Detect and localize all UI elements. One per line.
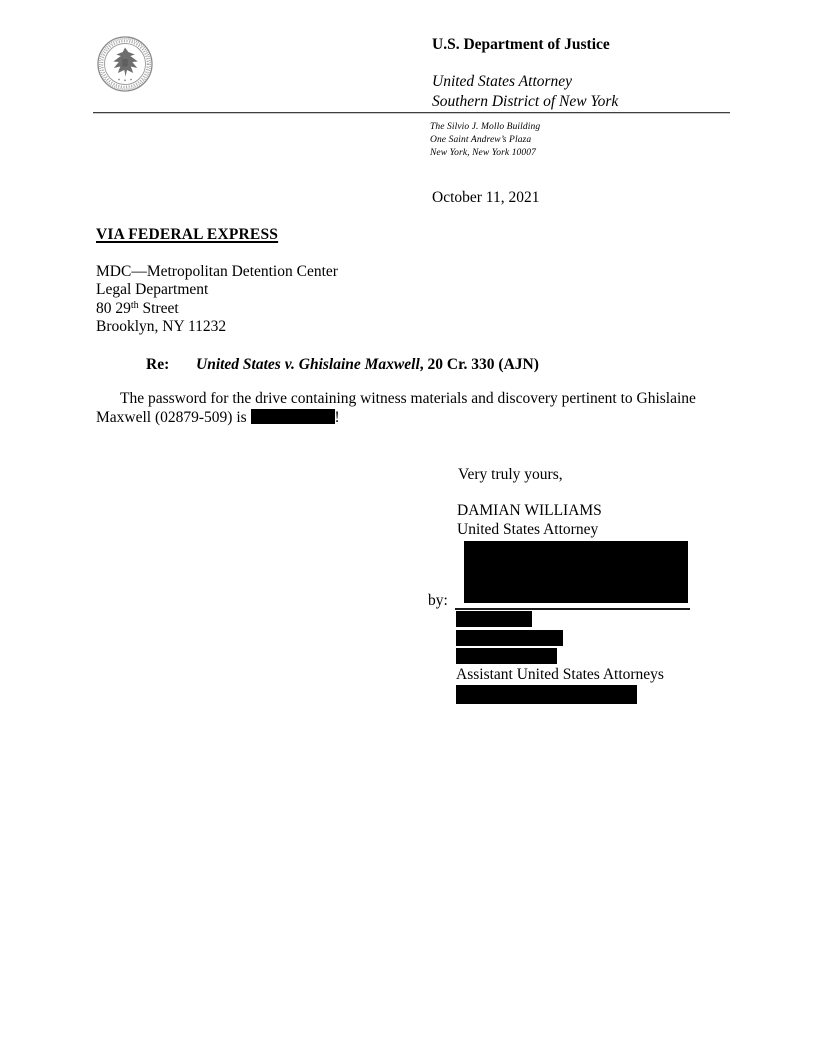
ausa-title: Assistant United States Attorneys <box>456 666 664 683</box>
agency-title: U.S. Department of Justice <box>432 36 610 53</box>
signer-name: DAMIAN WILLIAMS <box>457 502 602 519</box>
signer-title: United States Attorney <box>457 520 599 538</box>
re-label: Re: <box>146 356 170 373</box>
recipient-line-1: MDC—Metropolitan Detention Center <box>96 263 338 280</box>
recipient-address <box>96 263 338 337</box>
body-line-2: Maxwell (02879-509) is ! <box>96 408 340 426</box>
case-number: , 20 Cr. 330 (AJN) <box>419 356 539 373</box>
name-redaction-3 <box>456 648 557 664</box>
body-line-1: The password for the drive containing witness materials and discovery pertinent to Ghislaine <box>120 390 696 407</box>
signature-redaction <box>464 541 688 603</box>
office-address-line-1: The Silvio J. Mollo Building <box>430 122 541 132</box>
recipient-line-2: Legal Department <box>96 281 209 299</box>
recipient-line-4: Brooklyn, NY 11232 <box>96 318 227 336</box>
signature-line <box>455 608 690 610</box>
doj-seal-icon <box>96 35 154 93</box>
name-redaction-1 <box>456 611 532 627</box>
office-line-1: United States Attorney <box>432 73 573 90</box>
office-address-line-2: One Saint Andrew’s Plaza <box>430 135 532 145</box>
ordinal-suffix: th <box>130 299 139 311</box>
case-name: United States v. Ghislaine Maxwell <box>196 356 420 373</box>
contact-redaction <box>456 685 637 704</box>
office-address-line-3: New York, New York 10007 <box>430 148 536 158</box>
name-redaction-2 <box>456 630 563 646</box>
body-paragraph <box>96 390 728 427</box>
letter-date: October 11, 2021 <box>432 189 540 206</box>
by-label: by: <box>428 592 448 609</box>
password-redaction <box>251 409 335 424</box>
case-caption <box>196 356 539 374</box>
office-title <box>432 72 618 111</box>
delivery-method: VIA FEDERAL EXPRESS <box>96 226 279 243</box>
closing-salutation: Very truly yours, <box>458 466 563 483</box>
recipient-line-3: 80 29th Street <box>96 299 179 317</box>
letterhead-rule <box>93 112 730 114</box>
office-line-2: Southern District of New York <box>432 92 619 110</box>
office-address <box>430 121 540 160</box>
signer-block <box>457 502 602 539</box>
